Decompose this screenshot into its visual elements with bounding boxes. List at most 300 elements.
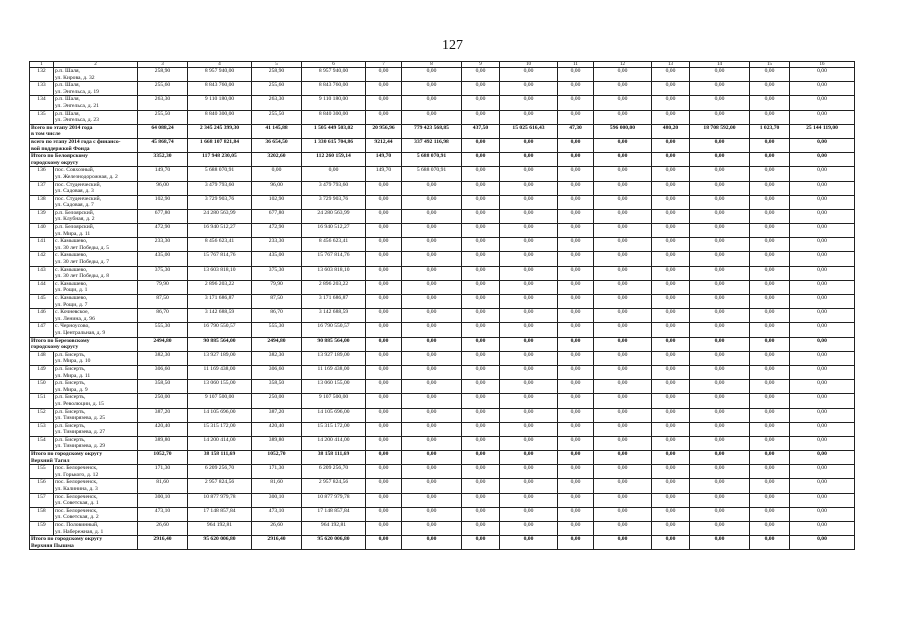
address-cell: р.п. Бисерть, ул. Тимирязева, д. 29 [54,436,138,450]
value-cell: 0,00 [402,195,462,209]
value-cell: 250,00 [138,394,188,408]
subtotal-row [30,124,855,138]
value-cell: 472,90 [252,224,302,238]
value-cell: 596 000,00 [594,124,652,138]
value-cell: 0,00 [690,138,750,152]
address-cell: р.п. Белоярский, ул. Клубная, д. 2 [54,209,138,223]
table-row [30,295,855,309]
row-number: 155 [30,465,54,479]
table-row [30,252,855,266]
value-cell: 0,00 [594,408,652,422]
value-cell: 41 145,88 [252,124,302,138]
value-cell: 0,00 [558,238,594,252]
value-cell: 0,00 [690,380,750,394]
value-cell: 0,00 [500,337,558,351]
value-cell: 0,00 [500,280,558,294]
value-cell: 0,00 [594,181,652,195]
value-cell: 0,00 [594,266,652,280]
value-cell: 0,00 [462,465,500,479]
value-cell: 0,00 [462,323,500,337]
value-cell: 779 423 568,85 [402,124,462,138]
table-row [30,209,855,223]
value-cell: 5 688 070,91 [402,153,462,167]
value-cell: 0,00 [558,153,594,167]
column-number: 16 [790,62,855,68]
value-cell: 0,00 [690,507,750,521]
value-cell: 0,00 [366,380,402,394]
value-cell: 0,00 [462,436,500,450]
row-number: 157 [30,493,54,507]
address-cell: с. Кочневское, ул. Ленина, д. 96 [54,309,138,323]
value-cell: 0,00 [366,82,402,96]
value-cell: 5 688 070,91 [402,167,462,181]
value-cell: 16 790 550,57 [188,323,252,337]
value-cell: 112 260 159,14 [302,153,366,167]
value-cell: 0,00 [594,238,652,252]
table-row [30,351,855,365]
value-cell: 0,00 [500,479,558,493]
value-cell: 0,00 [690,96,750,110]
value-cell: 3 479 793,60 [302,181,366,195]
value-cell: 0,00 [558,280,594,294]
table-row [30,408,855,422]
value-cell: 0,00 [500,195,558,209]
value-cell: 0,00 [652,110,690,124]
value-cell: 86,70 [138,309,188,323]
value-cell: 0,00 [790,351,855,365]
address-cell: с. Камышево, ул. 30 лет Победы, д. 8 [54,266,138,280]
value-cell: 0,00 [750,394,790,408]
value-cell: 0,00 [558,295,594,309]
value-cell: 0,00 [402,96,462,110]
subtotal-label: Итого по Березовскому городскому округу [30,337,138,351]
address-cell: р.п. Шаля, ул. Энгельса, д. 23 [54,110,138,124]
value-cell: 0,00 [652,536,690,550]
value-cell: 8 843 760,00 [302,82,366,96]
value-cell: 0,00 [690,536,750,550]
value-cell: 0,00 [402,436,462,450]
value-cell: 2494,80 [138,337,188,351]
value-cell: 389,80 [138,436,188,450]
value-cell: 0,00 [690,295,750,309]
value-cell: 0,00 [500,436,558,450]
column-number: 3 [138,62,188,68]
value-cell: 15 767 814,76 [302,252,366,266]
value-cell: 250,00 [252,394,302,408]
row-number: 144 [30,280,54,294]
value-cell: 90 885 564,00 [302,337,366,351]
value-cell: 0,00 [366,493,402,507]
value-cell: 0,00 [462,351,500,365]
value-cell: 26,60 [252,522,302,536]
value-cell: 0,00 [558,436,594,450]
value-cell: 0,00 [690,82,750,96]
value-cell: 0,00 [652,522,690,536]
table-row [30,82,855,96]
value-cell: 0,00 [462,479,500,493]
value-cell: 0,00 [750,181,790,195]
value-cell: 0,00 [252,167,302,181]
value-cell: 2 345 245 399,30 [188,124,252,138]
value-cell: 263,30 [252,96,302,110]
value-cell: 0,00 [462,507,500,521]
value-cell: 0,00 [750,252,790,266]
value-cell: 0,00 [500,451,558,465]
value-cell: 389,80 [252,436,302,450]
value-cell: 0,00 [500,68,558,82]
value-cell: 0,00 [402,351,462,365]
value-cell: 387,20 [252,408,302,422]
table-row [30,181,855,195]
value-cell: 8 840 300,00 [302,110,366,124]
value-cell: 0,00 [652,479,690,493]
value-cell: 677,80 [252,209,302,223]
value-cell: 171,30 [252,465,302,479]
value-cell: 0,00 [790,507,855,521]
address-cell: с. Камышево, ул. 30 лет Победы, д. 7 [54,252,138,266]
row-number: 146 [30,309,54,323]
row-number: 149 [30,365,54,379]
value-cell: 0,00 [402,465,462,479]
value-cell: 0,00 [366,224,402,238]
value-cell: 0,00 [462,380,500,394]
value-cell: 0,00 [402,394,462,408]
table-row [30,110,855,124]
subtotal-row [30,536,855,550]
value-cell: 258,90 [252,68,302,82]
value-cell: 0,00 [500,351,558,365]
value-cell: 382,30 [252,351,302,365]
table-row [30,522,855,536]
value-cell: 0,00 [402,181,462,195]
value-cell: 0,00 [750,68,790,82]
value-cell: 0,00 [750,96,790,110]
value-cell: 96,00 [252,181,302,195]
value-cell: 435,00 [252,252,302,266]
value-cell: 472,90 [138,224,188,238]
value-cell: 87,50 [252,295,302,309]
value-cell: 0,00 [366,465,402,479]
column-number: 8 [402,62,462,68]
value-cell: 0,00 [652,68,690,82]
value-cell: 0,00 [750,408,790,422]
value-cell: 11 169 438,00 [302,365,366,379]
value-cell: 38 158 111,69 [302,451,366,465]
value-cell: 0,00 [750,266,790,280]
address-cell: с. Черноусово, ул. Центральная, д. 9 [54,323,138,337]
value-cell: 0,00 [402,536,462,550]
value-cell: 0,00 [462,365,500,379]
value-cell: 0,00 [790,238,855,252]
value-cell: 0,00 [558,266,594,280]
value-cell: 25 144 119,00 [790,124,855,138]
address-cell: пос. Студенческий, ул. Садовая, д. 3 [54,181,138,195]
value-cell: 0,00 [594,195,652,209]
value-cell: 14 200 414,00 [188,436,252,450]
value-cell: 0,00 [790,224,855,238]
value-cell: 0,00 [500,167,558,181]
value-cell: 0,00 [690,224,750,238]
row-number: 132 [30,68,54,82]
value-cell: 8 456 623,41 [188,238,252,252]
value-cell: 0,00 [652,465,690,479]
value-cell: 0,00 [500,507,558,521]
value-cell: 677,80 [138,209,188,223]
subtotal-row [30,138,855,152]
value-cell: 0,00 [558,507,594,521]
value-cell: 0,00 [500,82,558,96]
address-cell: р.п. Шаля, ул. Кирова, д. 32 [54,68,138,82]
value-cell: 0,00 [594,493,652,507]
value-cell: 0,00 [402,479,462,493]
value-cell: 90 885 564,00 [188,337,252,351]
value-cell: 0,00 [690,153,750,167]
value-cell: 1052,70 [138,451,188,465]
value-cell: 0,00 [790,380,855,394]
value-cell: 0,00 [750,295,790,309]
value-cell: 0,00 [500,138,558,152]
value-cell: 0,00 [558,394,594,408]
table-row [30,479,855,493]
value-cell: 0,00 [366,436,402,450]
value-cell: 258,90 [138,68,188,82]
value-cell: 0,00 [790,280,855,294]
value-cell: 0,00 [366,96,402,110]
value-cell: 0,00 [690,110,750,124]
value-cell: 0,00 [594,507,652,521]
value-cell: 15 315 172,00 [302,422,366,436]
table-row [30,309,855,323]
value-cell: 0,00 [652,451,690,465]
value-cell: 0,00 [402,238,462,252]
row-number: 156 [30,479,54,493]
value-cell: 0,00 [790,408,855,422]
value-cell: 81,60 [252,479,302,493]
value-cell: 36 654,50 [252,138,302,152]
address-cell: р.п. Шаля, ул. Энгельса, д. 21 [54,96,138,110]
value-cell: 0,00 [790,252,855,266]
value-cell: 0,00 [302,167,366,181]
value-cell: 0,00 [500,536,558,550]
value-cell: 117 948 230,05 [188,153,252,167]
value-cell: 0,00 [690,408,750,422]
value-cell: 96,00 [138,181,188,195]
value-cell: 0,00 [402,451,462,465]
value-cell: 3 729 903,76 [302,195,366,209]
value-cell: 0,00 [462,167,500,181]
value-cell: 0,00 [366,351,402,365]
value-cell: 2916,40 [252,536,302,550]
address-cell: пос. Белореченск, ул. Советская, д. 2 [54,507,138,521]
value-cell: 0,00 [500,394,558,408]
value-cell: 0,00 [652,195,690,209]
value-cell: 0,00 [652,422,690,436]
column-number: 5 [252,62,302,68]
value-cell: 0,00 [558,479,594,493]
value-cell: 0,00 [594,394,652,408]
value-cell: 0,00 [790,323,855,337]
value-cell: 0,00 [558,536,594,550]
value-cell: 0,00 [652,436,690,450]
value-cell: 0,00 [652,82,690,96]
address-cell: с. Камышево, ул. Рощи, д. 1 [54,280,138,294]
value-cell: 0,00 [652,351,690,365]
value-cell: 1052,70 [252,451,302,465]
value-cell: 102,90 [138,195,188,209]
address-cell: р.п. Шаля, ул. Энгельса, д. 19 [54,82,138,96]
value-cell: 8 456 623,41 [302,238,366,252]
subtotal-row [30,153,855,167]
value-cell: 437,50 [462,124,500,138]
column-number: 10 [500,62,558,68]
value-cell: 8 840 300,00 [188,110,252,124]
value-cell: 0,00 [690,436,750,450]
value-cell: 0,00 [366,309,402,323]
value-cell: 0,00 [790,451,855,465]
value-cell: 0,00 [558,323,594,337]
address-cell: пос. Совхозный, ул. Железнодорожная, д. 2 [54,167,138,181]
row-number: 150 [30,380,54,394]
value-cell: 14 105 696,00 [188,408,252,422]
value-cell: 0,00 [594,309,652,323]
value-cell: 3 142 688,59 [302,309,366,323]
table-row [30,238,855,252]
value-cell: 3 171 686,87 [302,295,366,309]
value-cell: 0,00 [462,68,500,82]
row-number: 140 [30,224,54,238]
table-row [30,465,855,479]
value-cell: 0,00 [790,493,855,507]
value-cell: 0,00 [690,252,750,266]
value-cell: 0,00 [594,295,652,309]
value-cell: 47,30 [558,124,594,138]
value-cell: 0,00 [690,238,750,252]
value-cell: 0,00 [366,522,402,536]
value-cell: 0,00 [652,323,690,337]
value-cell: 480,20 [652,124,690,138]
value-cell: 13 060 155,00 [188,380,252,394]
value-cell: 0,00 [594,351,652,365]
value-cell: 0,00 [558,96,594,110]
value-cell: 2494,80 [252,337,302,351]
column-number: 4 [188,62,252,68]
value-cell: 0,00 [558,337,594,351]
value-cell: 0,00 [750,110,790,124]
value-cell: 0,00 [500,309,558,323]
value-cell: 0,00 [402,522,462,536]
value-cell: 0,00 [594,323,652,337]
value-cell: 0,00 [690,465,750,479]
value-cell: 0,00 [750,209,790,223]
value-cell: 0,00 [750,238,790,252]
column-number: 15 [750,62,790,68]
subtotal-row [30,337,855,351]
value-cell: 0,00 [652,266,690,280]
row-number: 143 [30,266,54,280]
value-cell: 95 620 006,80 [302,536,366,550]
value-cell: 15 025 616,43 [500,124,558,138]
value-cell: 0,00 [366,266,402,280]
column-number: 14 [690,62,750,68]
column-number: 7 [366,62,402,68]
value-cell: 13 603 818,10 [302,266,366,280]
value-cell: 0,00 [790,266,855,280]
value-cell: 0,00 [750,153,790,167]
value-cell: 306,60 [252,365,302,379]
value-cell: 0,00 [366,252,402,266]
value-cell: 0,00 [652,408,690,422]
value-cell: 0,00 [594,252,652,266]
value-cell: 0,00 [790,181,855,195]
value-cell: 0,00 [500,522,558,536]
value-cell: 0,00 [652,337,690,351]
value-cell: 0,00 [690,337,750,351]
value-cell: 0,00 [462,280,500,294]
value-cell: 0,00 [462,138,500,152]
value-cell: 0,00 [750,493,790,507]
value-cell: 2 957 824,56 [188,479,252,493]
value-cell: 0,00 [462,309,500,323]
value-cell: 358,50 [138,380,188,394]
table-row [30,167,855,181]
value-cell: 102,90 [252,195,302,209]
value-cell: 0,00 [790,195,855,209]
value-cell: 0,00 [558,181,594,195]
value-cell: 0,00 [366,195,402,209]
value-cell: 0,00 [462,153,500,167]
value-cell: 0,00 [402,323,462,337]
value-cell: 0,00 [558,224,594,238]
value-cell: 0,00 [366,365,402,379]
value-cell: 0,00 [366,337,402,351]
value-cell: 0,00 [790,522,855,536]
value-cell: 0,00 [402,408,462,422]
value-cell: 0,00 [462,422,500,436]
value-cell: 9 110 180,00 [302,96,366,110]
value-cell: 13 927 189,00 [302,351,366,365]
table-row [30,195,855,209]
address-cell: р.п. Бисерть, ул. Тимирязева, д. 25 [54,408,138,422]
row-number: 133 [30,82,54,96]
value-cell: 0,00 [690,522,750,536]
value-cell: 306,60 [138,365,188,379]
value-cell: 0,00 [790,337,855,351]
value-cell: 0,00 [690,451,750,465]
value-cell: 0,00 [558,451,594,465]
value-cell: 10 877 979,78 [188,493,252,507]
value-cell: 0,00 [690,181,750,195]
value-cell: 0,00 [790,436,855,450]
row-number: 152 [30,408,54,422]
table-row [30,224,855,238]
value-cell: 255,60 [138,82,188,96]
value-cell: 0,00 [402,295,462,309]
value-cell: 233,30 [252,238,302,252]
row-number: 134 [30,96,54,110]
column-number: 13 [652,62,690,68]
value-cell: 24 280 563,99 [188,209,252,223]
value-cell: 0,00 [652,507,690,521]
value-cell: 0,00 [402,68,462,82]
value-cell: 0,00 [500,408,558,422]
value-cell: 0,00 [366,280,402,294]
value-cell: 0,00 [500,465,558,479]
value-cell: 86,70 [252,309,302,323]
value-cell: 0,00 [366,422,402,436]
value-cell: 0,00 [594,280,652,294]
value-cell: 0,00 [366,323,402,337]
subtotal-label: Итого по Белоярскому городскому округу [30,153,138,167]
